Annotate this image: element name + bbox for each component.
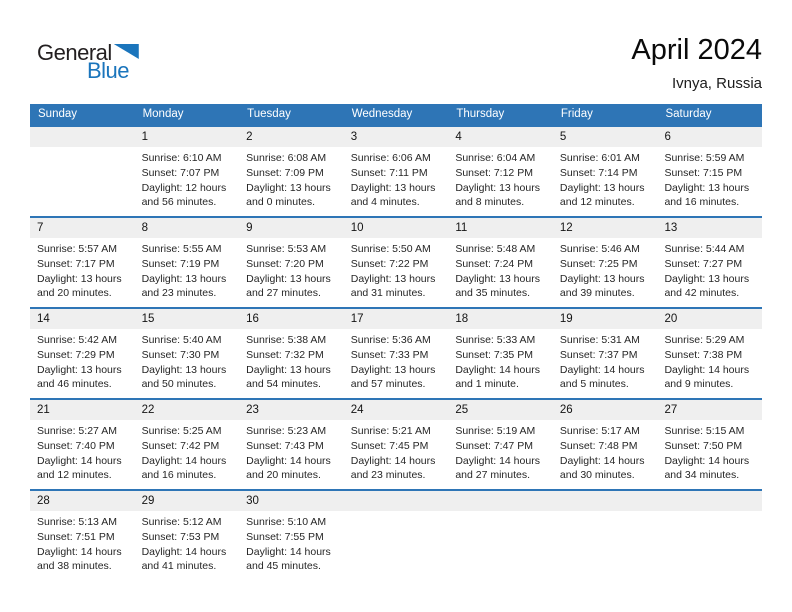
daylight-text: Daylight: 13 hours and 35 minutes. [455,273,540,299]
day-cell-5 [553,127,658,216]
sunset-text: Sunset: 7:51 PM [37,531,115,543]
day-details [657,329,762,391]
weekday-header-thursday: Thursday [456,108,505,120]
calendar-table [30,104,762,580]
sunset-text: Sunset: 7:09 PM [246,167,324,179]
day-number: 4 [448,127,553,147]
day-cell-28 [30,491,135,580]
day-details [135,511,240,573]
day-number: 24 [344,400,449,420]
sunrise-text: Sunrise: 6:06 AM [350,152,431,164]
sunrise-text: Sunrise: 6:04 AM [455,152,536,164]
weekday-header-saturday: Saturday [665,108,712,120]
sunset-text: Sunset: 7:47 PM [455,440,533,452]
sunset-text: Sunset: 7:14 PM [559,167,638,179]
day-details [344,329,449,391]
sunrise-text: Sunrise: 5:53 AM [246,243,327,255]
day-number: 7 [30,218,135,238]
day-number: 26 [553,400,658,420]
day-details [239,238,344,300]
general-blue-logo [37,42,139,82]
day-number: 9 [239,218,344,238]
daylight-text: Daylight: 14 hours and 38 minutes. [37,546,122,572]
sunset-text: Sunset: 7:20 PM [246,258,324,270]
day-cell-7 [30,218,135,307]
day-cell-11 [448,218,553,307]
sunset-text: Sunset: 7:32 PM [246,349,324,361]
daylight-text: Daylight: 14 hours and 30 minutes. [559,455,645,481]
day-cell-15 [135,309,240,398]
day-details [239,329,344,391]
sunrise-text: Sunrise: 5:21 AM [350,425,431,437]
sunrise-text: Sunrise: 6:08 AM [246,152,327,164]
sunrise-text: Sunrise: 5:25 AM [141,425,222,437]
day-number: 27 [657,400,762,420]
day-number: 16 [239,309,344,329]
day-number: 8 [135,218,240,238]
weekday-header-sunday: Sunday [38,108,78,120]
daylight-text: Daylight: 13 hours and 50 minutes. [141,364,227,390]
sunset-text: Sunset: 7:15 PM [664,167,743,179]
sunrise-text: Sunrise: 5:29 AM [664,334,745,346]
week-row-4 [30,398,762,489]
sunset-text: Sunset: 7:48 PM [559,440,638,452]
sunrise-text: Sunrise: 5:13 AM [37,516,117,528]
sunrise-text: Sunrise: 5:36 AM [350,334,431,346]
daylight-text: Daylight: 13 hours and 27 minutes. [246,273,331,299]
day-number: 14 [30,309,135,329]
day-cell-9 [239,218,344,307]
sunset-text: Sunset: 7:12 PM [455,167,533,179]
week-row-5 [30,489,762,580]
day-cell-24 [344,400,449,489]
day-number: 25 [448,400,553,420]
day-cell-10 [344,218,449,307]
sunrise-text: Sunrise: 5:50 AM [350,243,431,255]
day-cell-empty [553,491,658,580]
day-cell-empty [30,127,135,216]
sunset-text: Sunset: 7:50 PM [664,440,743,452]
sunset-text: Sunset: 7:38 PM [664,349,743,361]
sunset-text: Sunset: 7:37 PM [559,349,638,361]
week-row-2 [30,216,762,307]
day-details [135,329,240,391]
day-number: 3 [344,127,449,147]
sunset-text: Sunset: 7:55 PM [246,531,324,543]
daylight-text: Daylight: 13 hours and 4 minutes. [350,182,436,208]
weekday-header-tuesday: Tuesday [247,108,291,120]
sunrise-text: Sunrise: 5:10 AM [246,516,327,528]
day-details [135,147,240,209]
daylight-text: Daylight: 14 hours and 23 minutes. [350,455,436,481]
sunrise-text: Sunrise: 5:27 AM [37,425,117,437]
day-cell-empty [448,491,553,580]
day-details [344,420,449,482]
day-details [448,147,553,209]
sunrise-text: Sunrise: 5:44 AM [664,243,745,255]
day-details [30,238,135,300]
daylight-text: Daylight: 13 hours and 42 minutes. [664,273,750,299]
day-details [344,147,449,209]
daylight-text: Daylight: 13 hours and 23 minutes. [141,273,227,299]
day-cell-2 [239,127,344,216]
day-details [135,420,240,482]
day-details [239,420,344,482]
day-cell-4 [448,127,553,216]
day-details [30,511,135,573]
day-cell-20 [657,309,762,398]
sunrise-text: Sunrise: 5:31 AM [559,334,640,346]
weekday-header-row [30,104,762,125]
day-number: 23 [239,400,344,420]
sunset-text: Sunset: 7:25 PM [559,258,638,270]
day-number: 1 [135,127,240,147]
day-cell-26 [553,400,658,489]
day-number: 15 [135,309,240,329]
daylight-text: Daylight: 13 hours and 46 minutes. [37,364,122,390]
day-number: 10 [344,218,449,238]
sunset-text: Sunset: 7:07 PM [141,167,220,179]
day-cell-1 [135,127,240,216]
sunrise-text: Sunrise: 5:23 AM [246,425,327,437]
daylight-text: Daylight: 14 hours and 27 minutes. [455,455,540,481]
daylight-text: Daylight: 14 hours and 45 minutes. [246,546,331,572]
day-details [553,420,658,482]
daylight-text: Daylight: 12 hours and 56 minutes. [141,182,227,208]
weekday-header-friday: Friday [560,108,593,120]
day-number: 5 [553,127,658,147]
day-number [553,491,658,511]
calendar-grid [30,125,762,580]
day-number: 30 [239,491,344,511]
day-details [344,511,449,515]
day-cell-6 [657,127,762,216]
daylight-text: Daylight: 14 hours and 5 minutes. [559,364,645,390]
sunset-text: Sunset: 7:43 PM [246,440,324,452]
day-cell-18 [448,309,553,398]
daylight-text: Daylight: 13 hours and 31 minutes. [350,273,436,299]
sunset-text: Sunset: 7:11 PM [350,167,428,179]
sunset-text: Sunset: 7:24 PM [455,258,533,270]
sunset-text: Sunset: 7:30 PM [141,349,220,361]
day-number [30,127,135,147]
day-number: 22 [135,400,240,420]
logo-triangle-icon [114,44,139,59]
sunrise-text: Sunrise: 5:38 AM [246,334,327,346]
day-cell-empty [344,491,449,580]
day-details [30,329,135,391]
sunrise-text: Sunrise: 5:33 AM [455,334,536,346]
day-details [657,420,762,482]
sunset-text: Sunset: 7:45 PM [350,440,429,452]
sunrise-text: Sunrise: 5:12 AM [141,516,222,528]
daylight-text: Daylight: 14 hours and 41 minutes. [141,546,227,572]
daylight-text: Daylight: 14 hours and 9 minutes. [664,364,750,390]
weekday-header-monday: Monday [142,108,184,120]
daylight-text: Daylight: 14 hours and 12 minutes. [37,455,122,481]
day-number: 28 [30,491,135,511]
logo-text-general: General [37,40,112,65]
day-details [239,147,344,209]
day-number: 11 [448,218,553,238]
day-cell-23 [239,400,344,489]
week-row-1 [30,125,762,216]
day-details [553,238,658,300]
day-cell-17 [344,309,449,398]
sunset-text: Sunset: 7:53 PM [141,531,220,543]
sunrise-text: Sunrise: 5:19 AM [455,425,536,437]
daylight-text: Daylight: 13 hours and 16 minutes. [664,182,750,208]
day-details [448,420,553,482]
sunset-text: Sunset: 7:29 PM [37,349,115,361]
day-details [657,511,762,515]
day-details [448,511,553,515]
day-cell-29 [135,491,240,580]
day-number [344,491,449,511]
sunrise-text: Sunrise: 5:42 AM [37,334,117,346]
day-details [135,238,240,300]
weekday-header-wednesday: Wednesday [351,108,413,120]
day-details [239,511,344,573]
day-number: 18 [448,309,553,329]
sunset-text: Sunset: 7:22 PM [350,258,429,270]
day-cell-22 [135,400,240,489]
day-cell-30 [239,491,344,580]
sunset-text: Sunset: 7:17 PM [37,258,115,270]
day-number: 19 [553,309,658,329]
day-details [30,147,135,151]
sunset-text: Sunset: 7:19 PM [141,258,220,270]
day-details [30,420,135,482]
day-number: 2 [239,127,344,147]
sunrise-text: Sunrise: 5:57 AM [37,243,117,255]
daylight-text: Daylight: 14 hours and 16 minutes. [141,455,227,481]
day-cell-14 [30,309,135,398]
day-cell-16 [239,309,344,398]
daylight-text: Daylight: 13 hours and 54 minutes. [246,364,331,390]
day-cell-12 [553,218,658,307]
daylight-text: Daylight: 13 hours and 57 minutes. [350,364,436,390]
sunrise-text: Sunrise: 5:15 AM [664,425,745,437]
daylight-text: Daylight: 13 hours and 20 minutes. [37,273,122,299]
location-label: Ivnya, Russia [671,75,762,92]
day-cell-27 [657,400,762,489]
month-title: April 2024 [631,34,762,66]
sunrise-text: Sunrise: 5:48 AM [455,243,536,255]
day-details [553,329,658,391]
sunrise-text: Sunrise: 5:59 AM [664,152,745,164]
day-number: 13 [657,218,762,238]
sunrise-text: Sunrise: 5:17 AM [559,425,640,437]
day-cell-empty [657,491,762,580]
sunset-text: Sunset: 7:35 PM [455,349,533,361]
day-number: 12 [553,218,658,238]
day-details [657,238,762,300]
day-cell-21 [30,400,135,489]
day-cell-13 [657,218,762,307]
day-number: 20 [657,309,762,329]
day-details [553,147,658,209]
day-number: 29 [135,491,240,511]
day-details [448,329,553,391]
sunrise-text: Sunrise: 5:46 AM [559,243,640,255]
daylight-text: Daylight: 14 hours and 20 minutes. [246,455,331,481]
day-cell-19 [553,309,658,398]
day-number: 17 [344,309,449,329]
day-number: 21 [30,400,135,420]
sunrise-text: Sunrise: 6:01 AM [559,152,640,164]
daylight-text: Daylight: 14 hours and 1 minute. [455,364,540,390]
day-details [657,147,762,209]
sunset-text: Sunset: 7:42 PM [141,440,220,452]
day-number [657,491,762,511]
week-row-3 [30,307,762,398]
day-details [448,238,553,300]
daylight-text: Daylight: 13 hours and 12 minutes. [559,182,645,208]
logo-text-blue: Blue [87,58,130,83]
day-details [553,511,658,515]
sunset-text: Sunset: 7:27 PM [664,258,743,270]
day-number: 6 [657,127,762,147]
day-details [344,238,449,300]
sunrise-text: Sunrise: 5:55 AM [141,243,222,255]
day-cell-8 [135,218,240,307]
sunrise-text: Sunrise: 6:10 AM [141,152,222,164]
daylight-text: Daylight: 14 hours and 34 minutes. [664,455,750,481]
daylight-text: Daylight: 13 hours and 39 minutes. [559,273,645,299]
sunset-text: Sunset: 7:33 PM [350,349,429,361]
sunset-text: Sunset: 7:40 PM [37,440,115,452]
daylight-text: Daylight: 13 hours and 8 minutes. [455,182,540,208]
day-number [448,491,553,511]
daylight-text: Daylight: 13 hours and 0 minutes. [246,182,331,208]
sunrise-text: Sunrise: 5:40 AM [141,334,222,346]
day-cell-3 [344,127,449,216]
day-cell-25 [448,400,553,489]
